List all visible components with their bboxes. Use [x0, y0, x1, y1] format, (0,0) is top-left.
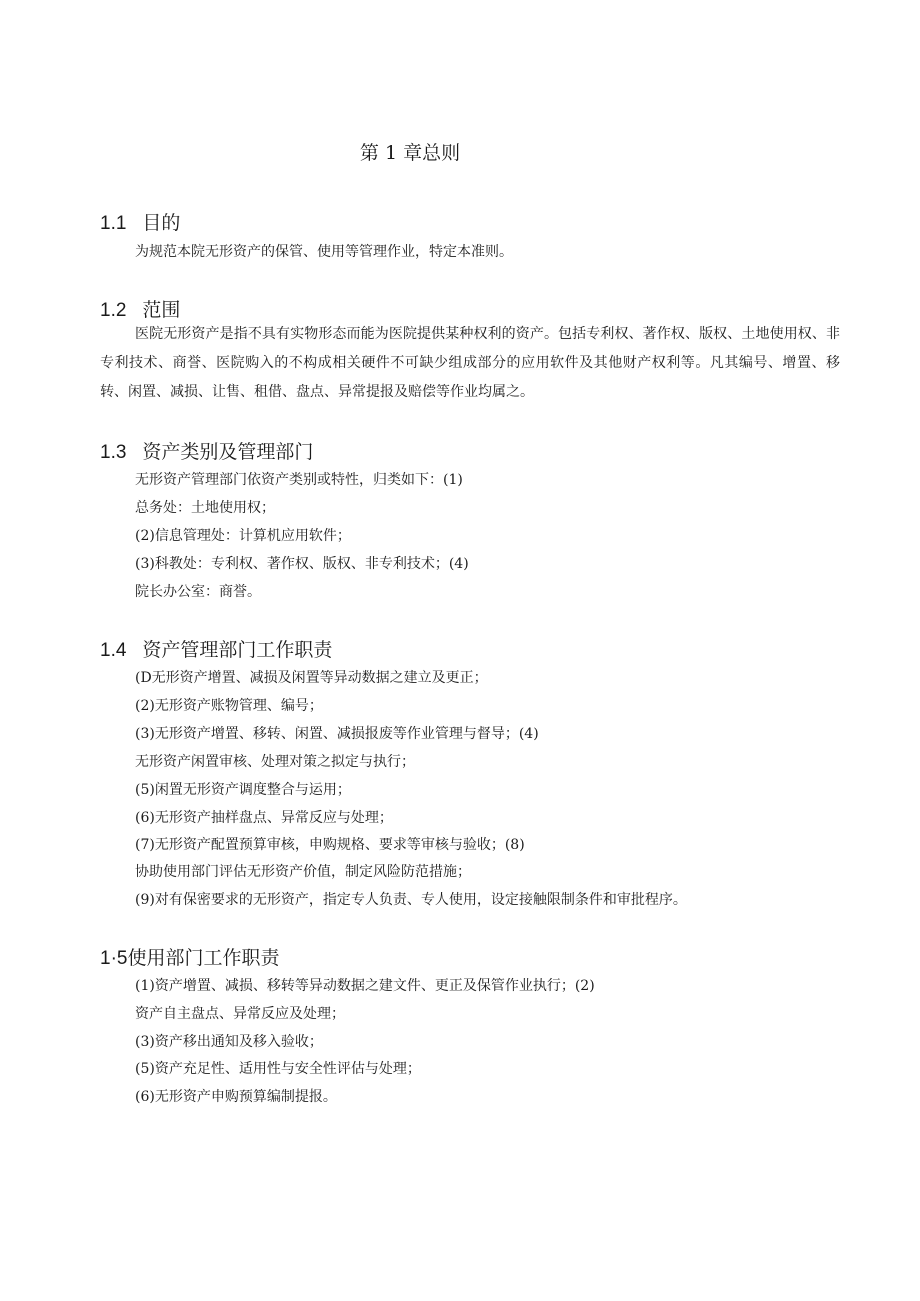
text-line: (3)科教处：专利权、著作权、版权、非专利技术；(4)	[135, 556, 469, 572]
section-heading-scope	[100, 295, 180, 322]
text-line: (2)无形资产账物管理、编号；	[135, 698, 323, 714]
text-line: 总务处：土地使用权；	[135, 500, 275, 516]
section-number: 1.1	[100, 213, 127, 234]
section-number: 1.2	[100, 300, 127, 321]
scope-paragraph: 医院无形资产是指不具有实物形态而能为医院提供某种权利的资产。包括专利权、著作权、版权、土地使用权、非专利技术、商誉、医院购入的不构成相关硬件不可缺少组成部分的应用软件及其他财产权利等。凡其编号、增置、移转、闲置、减损、让售、租借、盘点、异常提报及赔偿等作业均属之。	[100, 326, 840, 400]
text-line: (6)无形资产抽样盘点、异常反应与处理；	[135, 810, 393, 826]
text-line: (D无形资产增置、减损及闲置等异动数据之建立及更正；	[135, 670, 488, 686]
section-title: 目的	[142, 212, 181, 234]
section-number: 1.3	[100, 442, 127, 463]
text-line: (9)对有保密要求的无形资产，指定专人负责、专人使用，设定接触限制条件和审批程序。	[135, 892, 687, 908]
text-line: (5)资产充足性、适用性与安全性评估与处理；	[135, 1061, 421, 1077]
text-line: (3)资产移出通知及移入验收；	[135, 1034, 323, 1050]
text-line: 资产自主盘点、异常反应及处理；	[135, 1006, 345, 1022]
text-line: (7)无形资产配置预算审核，申购规格、要求等审核与验收；(8)	[135, 837, 525, 853]
section-heading-user-duties	[100, 943, 279, 970]
chapter-title	[0, 138, 820, 165]
text-line: 无形资产管理部门依资产类别或特性，归类如下：(1)	[135, 472, 463, 488]
text-line: 为规范本院无形资产的保管、使用等管理作业，特定本准则。	[135, 244, 513, 260]
section-heading-management-duties	[100, 635, 332, 662]
text-line: 无形资产闲置审核、处理对策之拟定与执行；	[135, 754, 415, 770]
section-title: 范围	[142, 299, 181, 321]
section-title: 资产类别及管理部门	[142, 441, 314, 463]
text-line: 院长办公室：商誉。	[135, 584, 261, 600]
chapter-title-text: 第 1 章总则	[359, 142, 461, 164]
section-title: 使用部门工作职责	[127, 947, 280, 969]
text-line: (2)信息管理处：计算机应用软件；	[135, 528, 351, 544]
text-line: (6)无形资产申购预算编制提报。	[135, 1089, 337, 1105]
section-heading-purpose	[100, 208, 180, 235]
section-number: 1.4	[100, 640, 127, 661]
section-heading-asset-categories	[100, 437, 313, 464]
text-line: (5)闲置无形资产调度整合与运用；	[135, 782, 351, 798]
section-number: 1·5	[100, 948, 128, 969]
text-line: (3)无形资产增置、移转、闲置、减损报废等作业管理与督导；(4)	[135, 726, 539, 742]
section-title: 资产管理部门工作职责	[142, 639, 333, 661]
text-line: 协助使用部门评估无形资产价值，制定风险防范措施；	[135, 864, 471, 880]
text-line: (1)资产增置、减损、移转等异动数据之建文件、更正及保管作业执行；(2)	[135, 978, 595, 994]
